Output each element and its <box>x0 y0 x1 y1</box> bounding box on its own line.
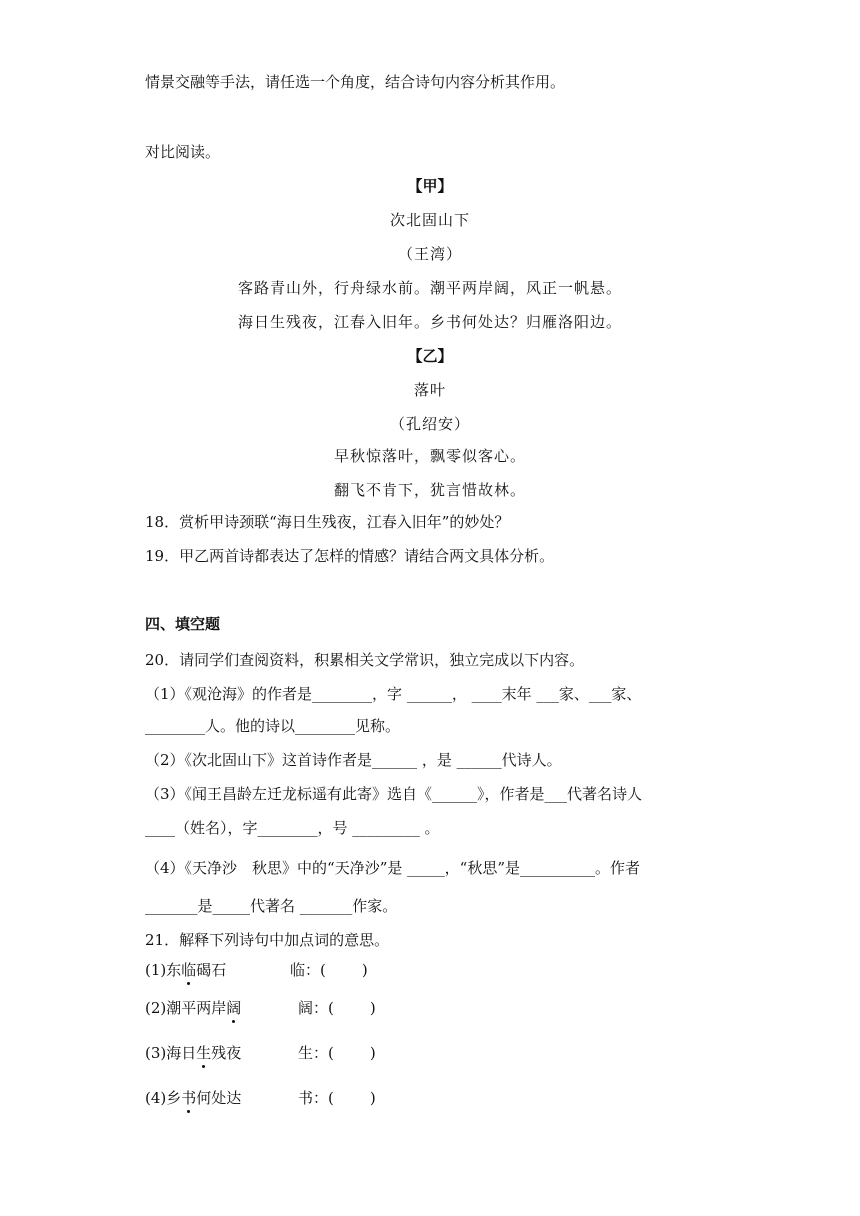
answer-blank[interactable] <box>298 1088 376 1108</box>
item-number: (1) <box>145 961 167 979</box>
answer-blank[interactable] <box>290 960 368 980</box>
item-phrase <box>145 998 241 1018</box>
question-19: 19．甲乙两首诗都表达了怎样的情感？请结合两文具体分析。 <box>145 547 555 565</box>
item-phrase <box>145 960 226 980</box>
poem-a-line-2: 海日生残夜，江春入旧年。乡书何处达？归雁洛阳边。 <box>237 313 622 331</box>
dotted-word: 书 <box>181 1089 197 1107</box>
close-paren: ) <box>369 999 376 1017</box>
close-paren: ) <box>361 961 368 979</box>
answer-blank[interactable] <box>298 998 376 1018</box>
item-number: (2) <box>145 999 167 1017</box>
phrase-text: 东 <box>166 961 182 979</box>
question-18: 18．赏析甲诗颈联“海日生残夜，江春入旧年”的妙处？ <box>145 513 510 531</box>
question-20-part-3-line-1: （3）《闻王昌龄左迁龙标遥有此寄》选自《______》，作者是___代著名诗人 <box>145 785 643 803</box>
question-20-stem: 20．请同学们查阅资料，积累相关文学常识，独立完成以下内容。 <box>145 651 585 669</box>
word-label: 临：( <box>290 961 326 979</box>
phrase-text: 碣石 <box>196 961 227 979</box>
phrase-text: 乡 <box>166 1089 182 1107</box>
poem-b-tag: 【乙】 <box>407 347 453 365</box>
close-paren: ) <box>369 1044 376 1062</box>
poem-a-author: （王湾） <box>397 245 462 263</box>
dotted-word: 临 <box>181 961 197 979</box>
answer-blank[interactable] <box>298 1043 376 1063</box>
poem-b-line-2: 翻飞不肯下，犹言惜故林。 <box>333 481 526 499</box>
intro-line: 情景交融等手法，请任选一个角度，结合诗句内容分析其作用。 <box>145 73 566 91</box>
item-number: (4) <box>145 1089 167 1107</box>
phrase-text: 残夜 <box>211 1044 242 1062</box>
close-paren: ) <box>369 1089 376 1107</box>
question-20-part-4-line-1: （4）《天净沙 秋思》中的“天净沙”是 _____，“秋思”是__________。作者 <box>145 859 640 877</box>
question-20-part-4-line-2: _______是_____代著名 _______作家。 <box>145 897 398 915</box>
phrase-text: 何处达 <box>196 1089 242 1107</box>
word-label: 书：( <box>298 1089 334 1107</box>
section-heading: 四、填空题 <box>145 615 221 633</box>
poem-b-title: 落叶 <box>413 381 446 399</box>
question-20-part-2: （2）《次北固山下》这首诗作者是______ ，是 ______代诗人。 <box>145 751 562 769</box>
dotted-word: 阔 <box>226 999 242 1017</box>
item-phrase <box>145 1043 241 1063</box>
word-label: 生：( <box>298 1044 334 1062</box>
poem-b-author: （孔绍安） <box>389 415 470 433</box>
question-20-part-3-line-2: ____（姓名），字________，号 _________ 。 <box>145 819 440 837</box>
phrase-text: 潮平两岸 <box>166 999 227 1017</box>
question-20-part-1-line-1: （1）《观沧海》的作者是________，字 ______， ____末年 ___家、___家、 <box>145 685 642 703</box>
item-number: (3) <box>145 1044 167 1062</box>
word-label: 阔：( <box>298 999 334 1017</box>
question-21-stem: 21．解释下列诗句中加点词的意思。 <box>145 931 390 949</box>
dotted-word: 生 <box>196 1044 212 1062</box>
question-20-part-1-line-2: ________人。他的诗以________见称。 <box>145 717 401 735</box>
phrase-text: 海日 <box>166 1044 197 1062</box>
poem-a-line-1: 客路青山外，行舟绿水前。潮平两岸阔，风正一帆悬。 <box>237 279 622 297</box>
item-phrase <box>145 1088 241 1108</box>
poem-a-tag: 【甲】 <box>407 177 453 195</box>
poem-b-line-1: 早秋惊落叶，飘零似客心。 <box>333 447 526 465</box>
compare-reading-label: 对比阅读。 <box>145 143 221 161</box>
poem-a-title: 次北固山下 <box>389 211 470 229</box>
